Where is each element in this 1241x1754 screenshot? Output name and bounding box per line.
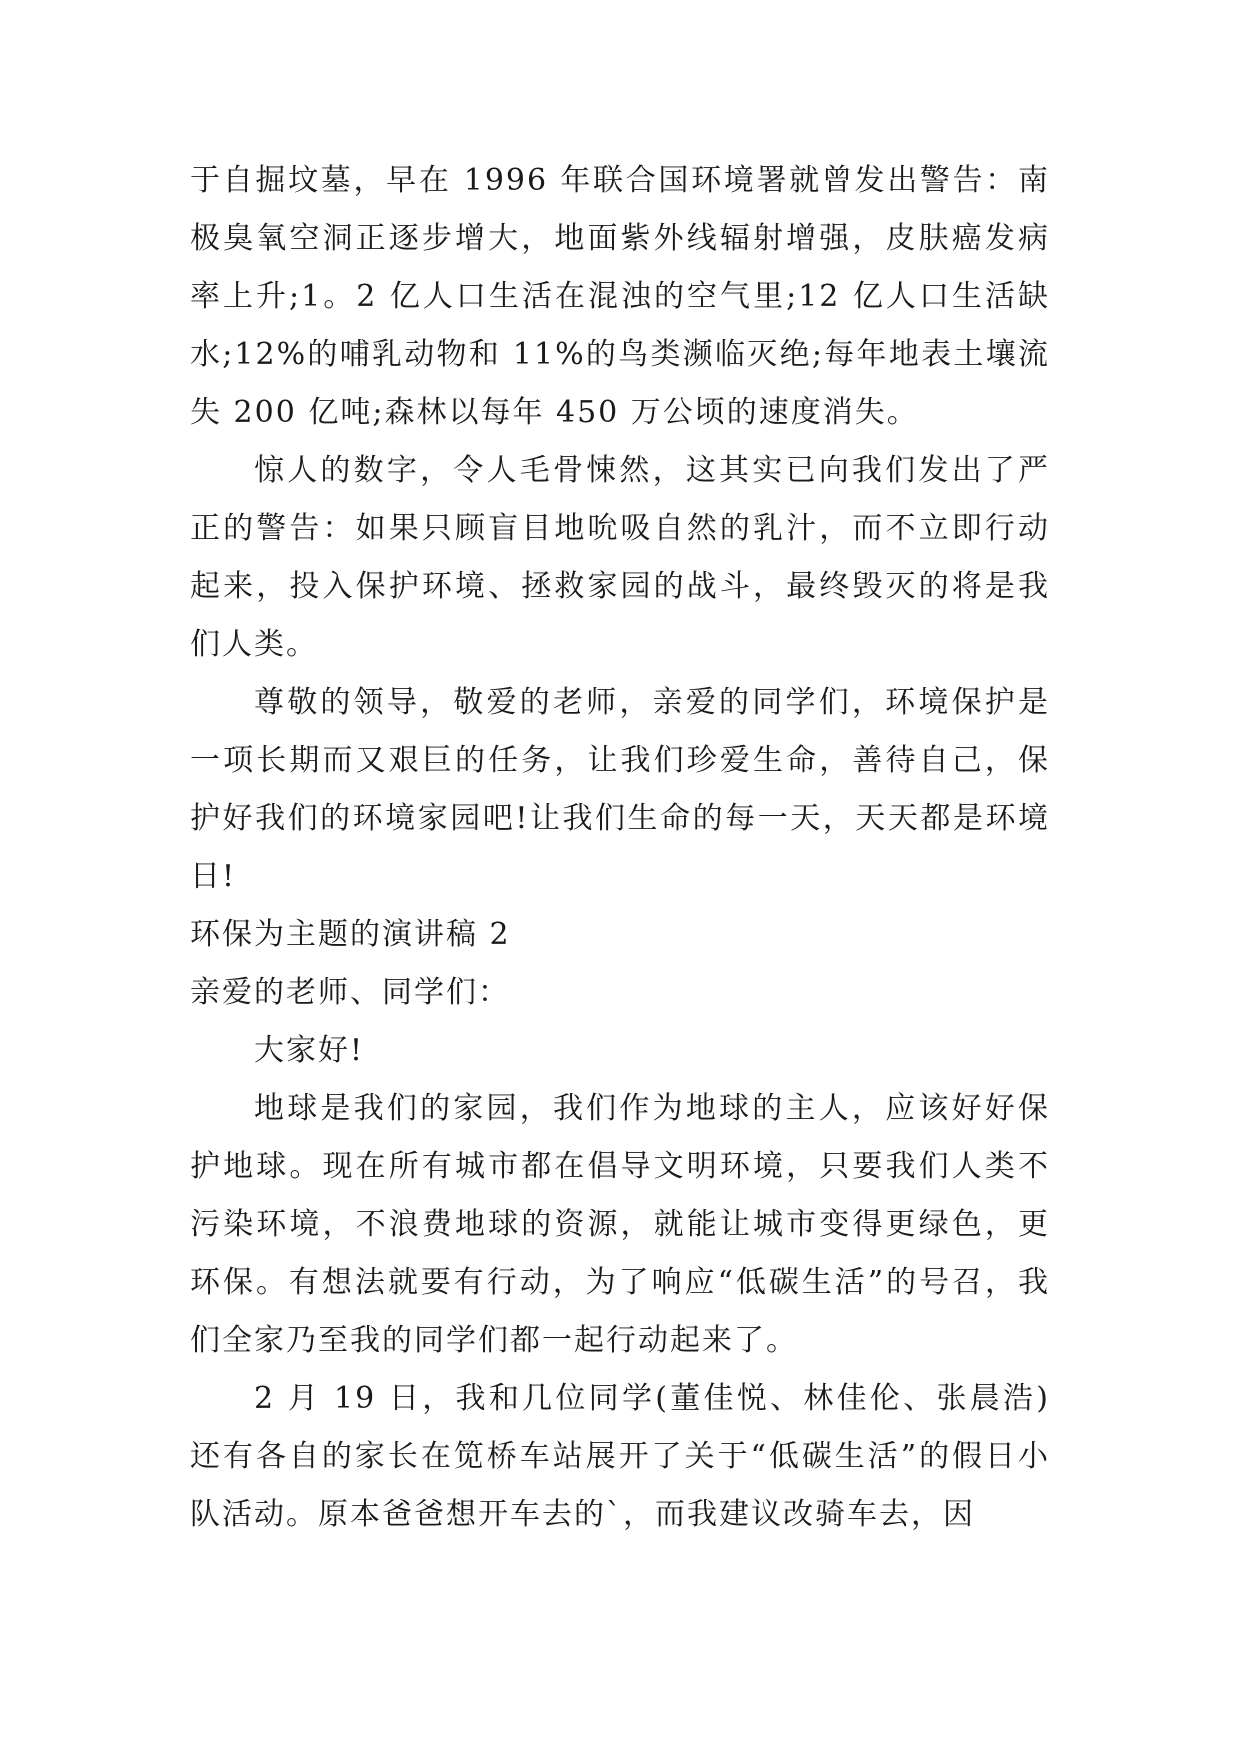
speech-title: 环保为主题的演讲稿 2 (190, 917, 511, 952)
paragraph-continuation: 于自掘坟墓，早在 1996 年联合国环境署就曾发出警告：南极臭氧空洞正逐步增大，地面紫外线辐射增强，皮肤癌发病率上升;1。2 亿人口生活在混浊的空气里;12 亿人口生活缺水;12%的哺乳动物和 11%的鸟类濒临灭绝;每年地表土壤流失 200 亿吨;森林以每年 450 万公顷的速度消失。 (190, 163, 1050, 430)
paragraph-earth: 地球是我们的家园，我们作为地球的主人，应该好好保护地球。现在所有城市都在倡导文明环境，只要我们人类不污染环境，不浪费地球的资源，就能让城市变得更绿色，更环保。有想法就要有行动，为了响应“低碳生活”的号召，我们全家乃至我的同学们都一起行动起来了。 (190, 1091, 1050, 1358)
paragraph-appeal: 尊敬的领导，敬爱的老师，亲爱的同学们，环境保护是一项长期而又艰巨的任务，让我们珍爱生命，善待自己，保护好我们的环境家园吧!让我们生命的每一天，天天都是环境日! (190, 685, 1050, 894)
paragraph-feb19: 2 月 19 日，我和几位同学(董佳悦、林佳伦、张晨浩)还有各自的家长在笕桥车站展开了关于“低碳生活”的假日小队活动。原本爸爸想开车去的`，而我建议改骑车去，因 (190, 1381, 1050, 1532)
paragraph-alarming-numbers: 惊人的数字，令人毛骨悚然，这其实已向我们发出了严正的警告：如果只顾盲目地吮吸自然的乳汁，而不立即行动起来，投入保护环境、拯救家园的战斗，最终毁灭的将是我们人类。 (190, 453, 1050, 662)
salutation: 亲爱的老师、同学们： (190, 975, 510, 1010)
greeting: 大家好! (254, 1033, 365, 1068)
